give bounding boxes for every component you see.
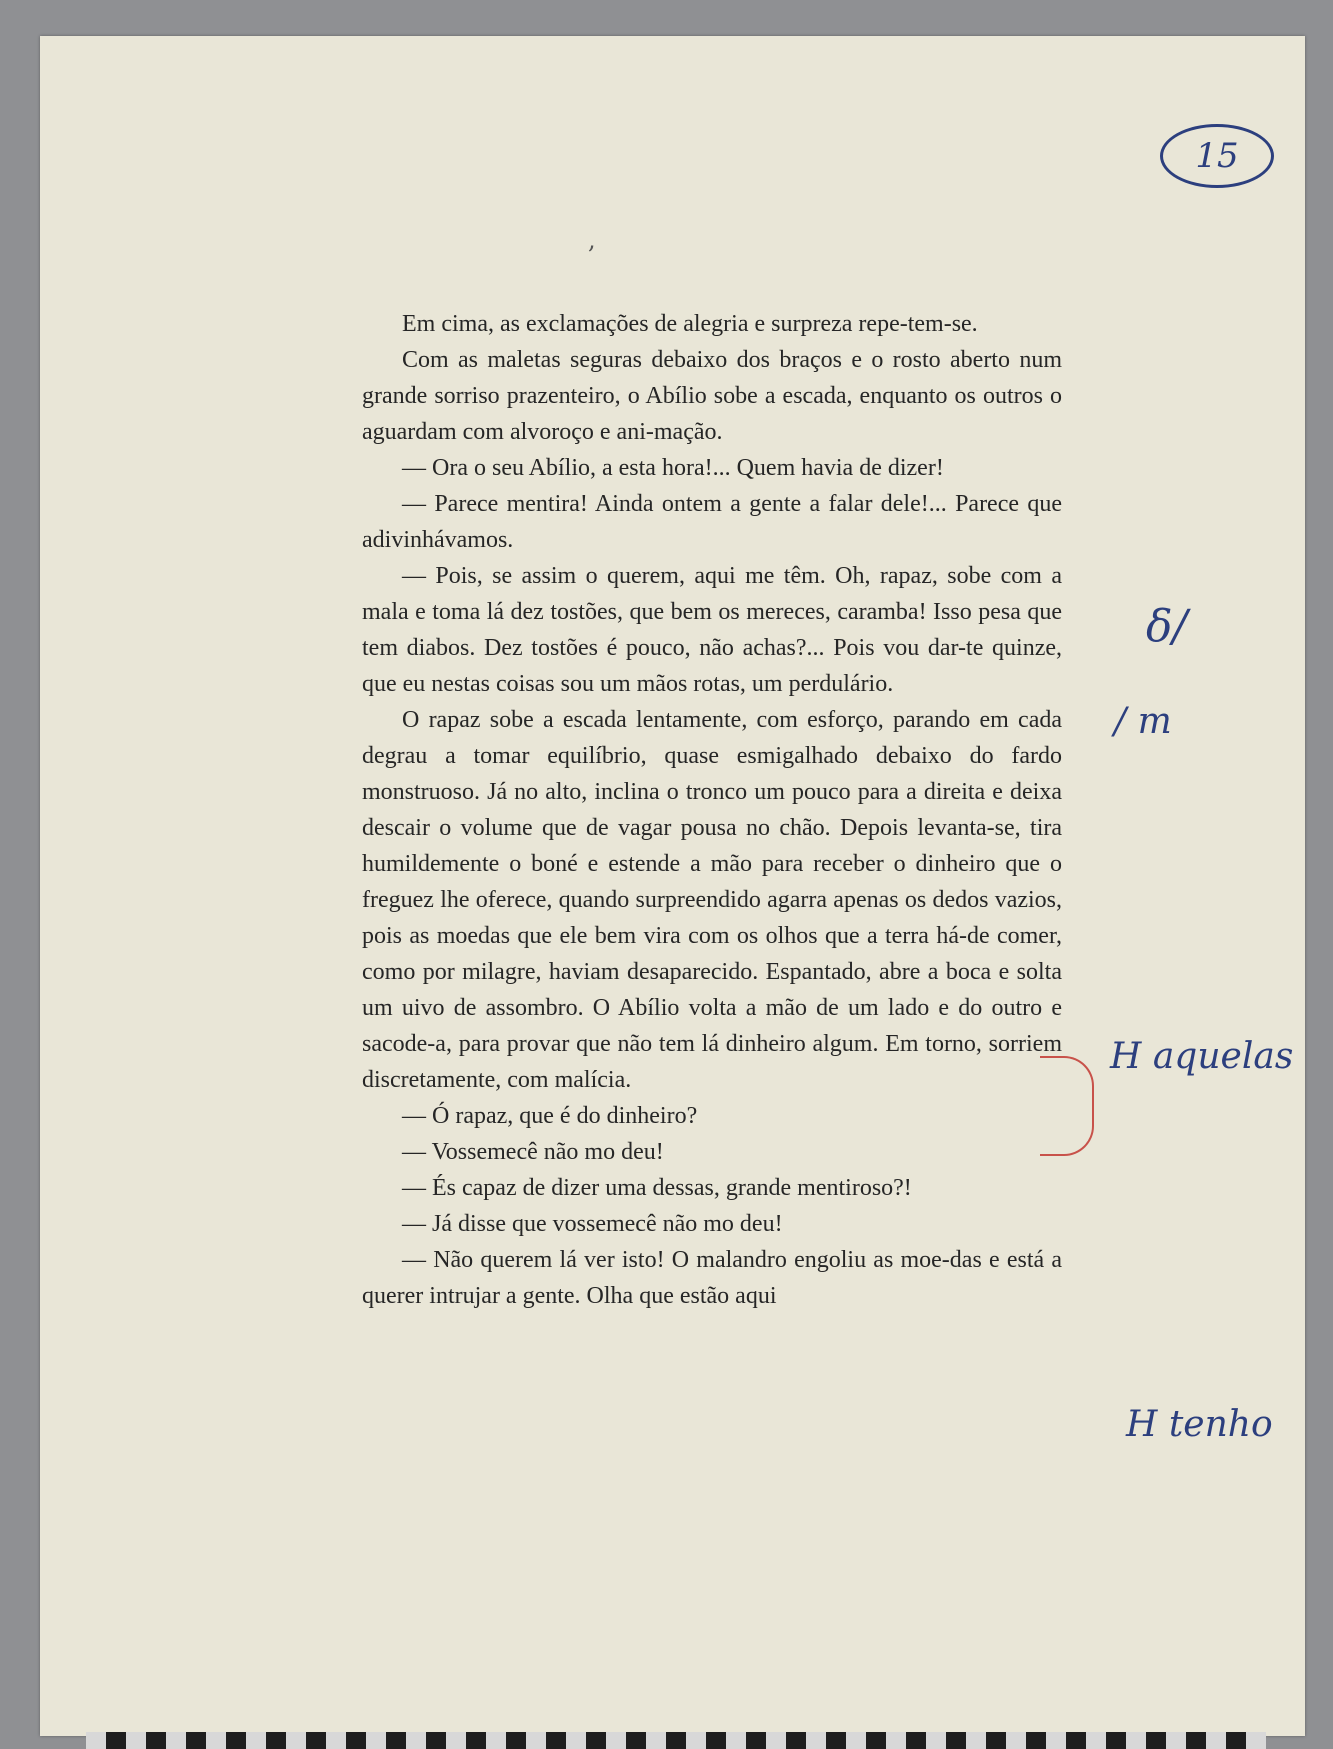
paragraph: — És capaz de dizer uma dessas, grande mentiroso?! — [402, 1175, 912, 1201]
paragraph: — Já disse que vossemecê não mo deu! — [402, 1211, 783, 1237]
margin-note: H aquelas — [1110, 1036, 1294, 1077]
margin-note: H tenho — [1126, 1404, 1273, 1445]
ink-speck: , — [588, 226, 596, 254]
page-number: 15 — [1160, 124, 1274, 188]
paragraph: — Pois, se assim o querem, aqui me têm. Oh, rapaz, sobe com a mala e toma lá dez tostões, que bem os mereces, caramba! Isso pesa que tem diabos. Dez tostões é pouco, não achas?... Pois vou dar-te quinze, que eu nestas coisas sou um mãos rotas, um perdulário. — [362, 563, 1062, 697]
paragraph: Com as maletas seguras debaixo dos braços e o rosto aberto num grande sorriso prazenteiro, o Abílio sobe a escada, enquanto os outros o aguardam com alvoroço e ani-mação. — [362, 347, 1062, 445]
paragraph: — Vossemecê não mo deu! — [402, 1139, 664, 1165]
margin-note: / m — [1114, 701, 1172, 742]
body-text — [362, 306, 1062, 1314]
paragraph: O rapaz sobe a escada lentamente, com esforço, parando em cada degrau a tomar equilíbrio, quase esmigalhado debaixo do fardo monstruoso. Já no alto, inclina o tronco um pouco para a direita e deixa descair o volume que de vagar pousa no chão. Depois levanta-se, tira humildemente o boné e estende a mão para receber o dinheiro que o freguez lhe oferece, quando surpreendido agarra apenas os dedos vazios, pois as moedas que ele bem vira com os olhos que a terra há-de comer, como por milagre, haviam desaparecido. Espantado, abre a boca e solta um uivo de assombro. O Abílio volta a mão de um lado e do outro e sacode-a, para provar que não tem lá dinheiro algum. Em torno, sorriem discretamente, com malícia. — [362, 707, 1062, 1093]
paragraph: — Parece mentira! Ainda ontem a gente a falar dele!... Parece que adivinhávamos. — [362, 491, 1062, 553]
red-pencil-bracket — [1040, 1056, 1094, 1156]
margin-note: δ/ — [1146, 601, 1188, 652]
scale-ruler — [86, 1732, 1266, 1749]
paragraph: Em cima, as exclamações de alegria e surpreza repe-tem-se. — [402, 311, 978, 337]
paragraph: — Não querem lá ver isto! O malandro engoliu as moe-das e está a querer intrujar a gente. Olha que estão aqui — [362, 1247, 1062, 1309]
paragraph: — Ora o seu Abílio, a esta hora!... Quem havia de dizer! — [402, 455, 944, 481]
paragraph: — Ó rapaz, que é do dinheiro? — [402, 1103, 698, 1129]
document-page — [40, 36, 1305, 1736]
